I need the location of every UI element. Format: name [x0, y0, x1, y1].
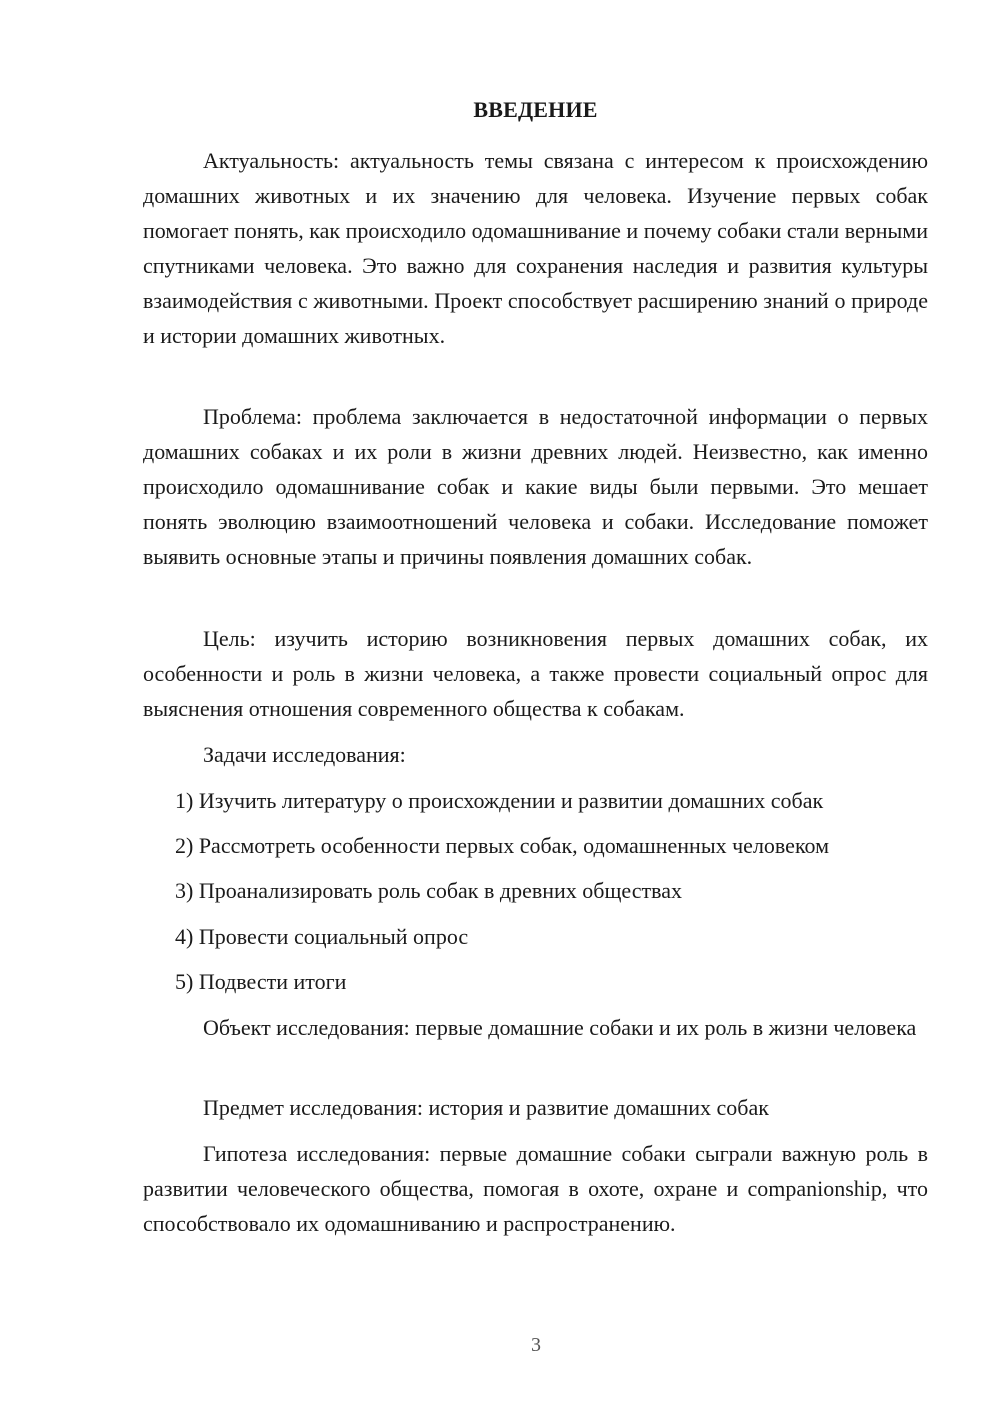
task-item: 2) Рассмотреть особенности первых собак, одомашненных человеком — [175, 833, 830, 858]
problem-paragraph: Проблема: проблема заключается в недостаточной информации о первых домашних собаках и их роли в жизни древних людей. Неизвестно, как именно происходило одомашнивание собак и какие виды были первыми. Это мешает понять эволюцию взаимоотношений человека и собаки. Исследование поможет выявить основные этапы и причины появления домашних собак. — [143, 404, 928, 569]
subject-paragraph: Предмет исследования: история и развитие домашних собак — [203, 1095, 769, 1120]
task-item: 1) Изучить литературу о происхождении и развитии домашних собак — [175, 788, 824, 813]
section-title: ВВЕДЕНИЕ — [473, 97, 598, 122]
page-number: 3 — [531, 1334, 541, 1356]
tasks-heading: Задачи исследования: — [203, 742, 406, 767]
object-paragraph: Объект исследования: первые домашние собаки и их роль в жизни человека — [203, 1015, 917, 1040]
task-item: 3) Проанализировать роль собак в древних обществах — [175, 878, 682, 903]
goal-paragraph: Цель: изучить историю возникновения первых домашних собак, их особенности и роль в жизни человека, а также провести социальный опрос для выяснения отношения современного общества к собакам. — [143, 626, 928, 721]
relevance-paragraph: Актуальность: актуальность темы связана с интересом к происхождению домашних животных и их значению для человека. Изучение первых собак помогает понять, как происходило одомашнивание и почему собаки стали верными спутниками человека. Это важно для сохранения наследия и развития культуры взаимодействия с животными. Проект способствует расширению знаний о природе и истории домашних животных. — [143, 148, 928, 348]
task-item: 5) Подвести итоги — [175, 969, 347, 994]
task-item: 4) Провести социальный опрос — [175, 924, 469, 949]
hypothesis-paragraph: Гипотеза исследования: первые домашние собаки сыграли важную роль в развитии человеческого общества, помогая в охоте, охране и companionship, что способствовало их одомашниванию и распространению. — [143, 1141, 928, 1236]
